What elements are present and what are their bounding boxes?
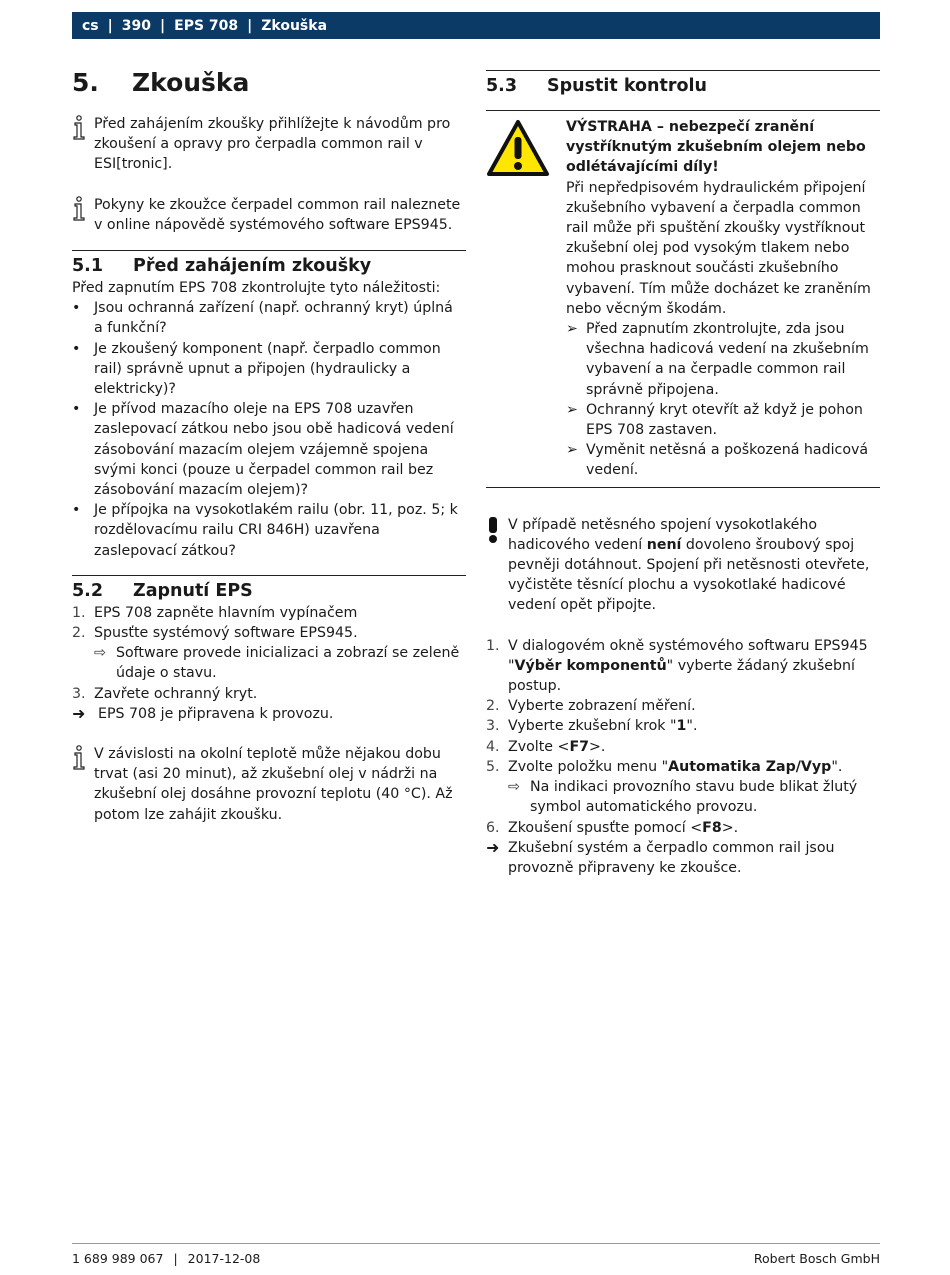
step-text-part: V dialogovém okně systémového softwaru EPS945 " xyxy=(508,637,868,674)
step-bold: Výběr komponentů xyxy=(514,657,667,674)
warning-step xyxy=(566,400,880,440)
step-number: 3. xyxy=(72,685,86,702)
step-bold: F8 xyxy=(702,819,722,836)
header-separator: | xyxy=(247,17,253,34)
attention-note xyxy=(486,515,880,616)
step-number: 4. xyxy=(486,738,500,755)
footer-doc-number: 1 689 989 067 xyxy=(72,1251,164,1266)
warning-body xyxy=(566,117,880,481)
info-note xyxy=(72,744,466,825)
step-number: 2. xyxy=(72,625,86,642)
step-number: 5. xyxy=(486,758,500,775)
step-bold: F7 xyxy=(569,738,590,755)
bullet-icon: • xyxy=(72,401,81,418)
section-title-5-2 xyxy=(72,579,466,603)
chapter-title xyxy=(72,66,466,100)
bullet-text: Je přípojka na vysokotlakém railu (obr. 11, poz. 5; k rozdělovacímu railu CRI 846H) uzavřena zaslepovací zátkou? xyxy=(94,502,458,559)
arrowhead-icon: ➢ xyxy=(566,321,578,338)
step-text-part: ". xyxy=(831,758,843,775)
section-number: 5.3 xyxy=(486,76,518,96)
section-title-5-1 xyxy=(72,254,466,278)
step-item xyxy=(72,603,466,623)
step-result-text: Na indikaci provozního stavu bude blikat žlutý symbol automatického provozu. xyxy=(530,779,858,816)
step-text xyxy=(508,737,605,757)
bullet-text: Jsou ochranná zařízení (např. ochranný kryt) úplná a funkční? xyxy=(94,300,453,337)
info-icon xyxy=(72,195,94,235)
warning-step-text: Vyměnit netěsná a poškozená hadicová vedení. xyxy=(586,442,869,479)
step-bold: 1 xyxy=(676,718,687,735)
step-text xyxy=(508,636,880,697)
step-text-part: Zvolte položku menu " xyxy=(508,758,669,775)
bullet-item xyxy=(72,339,466,400)
attention-text-part: V případě netěsného spojení vysokotlakého hadicového vedení xyxy=(508,516,817,553)
bullet-item xyxy=(72,298,466,338)
header-separator: | xyxy=(160,17,166,34)
info-icon xyxy=(72,744,94,825)
warning-step-text: Ochranný kryt otevřít až když je pohon EPS 708 zastaven. xyxy=(586,401,863,439)
bullet-item xyxy=(72,399,466,500)
footer-company: Robert Bosch GmbH xyxy=(753,1251,880,1266)
step-text-part: Zvolte < xyxy=(508,738,570,755)
header-product: EPS 708 xyxy=(174,17,239,34)
step-text: Vyberte zobrazení měření. xyxy=(508,698,696,715)
section-number: 5.2 xyxy=(72,580,104,601)
attention-text-part: dovoleno šroubový spoj pevněji dotáhnout. Spojení při netěsnosti otevřete, vyčistěte těsnící plochu a vysokotlaké hadicové vedení opět připojte. xyxy=(508,536,870,614)
warning-text: Při nepředpisovém hydraulickém připojení zkušebního vybavení a čerpadla common rail může při spuštění zkoušky vystříknout zkušební olej pod vysokým tlakem nebo mohou prasknout součásti zkušebního vybavení. Tím může docházet ke zraněním nebo věcným škodám. xyxy=(566,179,871,317)
warning-step xyxy=(566,319,880,400)
step-item xyxy=(486,716,880,736)
step-text-part: " vyberte žádaný zkušební postup. xyxy=(508,657,855,695)
step-item xyxy=(486,636,880,697)
right-column xyxy=(486,62,880,878)
step-result xyxy=(486,777,880,817)
step-item xyxy=(486,737,880,757)
step-text-part: >. xyxy=(721,819,739,836)
section-divider xyxy=(72,250,466,251)
step-number: 2. xyxy=(486,698,500,715)
step-text xyxy=(508,818,738,838)
arrowhead-icon: ➢ xyxy=(566,401,578,418)
warning-triangle-icon xyxy=(486,117,566,481)
final-arrow-icon: ➜ xyxy=(486,837,500,857)
section-title-text: Zapnutí EPS xyxy=(133,580,253,601)
section-number: 5.1 xyxy=(72,256,104,277)
step-text-part: ". xyxy=(686,718,698,735)
header-lang: cs xyxy=(82,17,99,34)
step-item xyxy=(72,684,466,704)
bullet-text: Je zkoušený komponent (např. čerpadlo common rail) správně upnut a připojen (hydraulicky a elektricky)? xyxy=(94,340,441,398)
left-column xyxy=(72,62,466,825)
step-result xyxy=(72,643,466,683)
step-item xyxy=(72,623,466,643)
warning-box xyxy=(486,111,880,487)
result-arrow-icon: ⇨ xyxy=(94,645,106,662)
arrowhead-icon: ➢ xyxy=(566,442,578,459)
step-text-part: >. xyxy=(589,738,606,755)
result-arrow-icon: ⇨ xyxy=(508,779,520,796)
exclamation-icon xyxy=(486,515,508,616)
footer-divider xyxy=(72,1243,880,1244)
step-text: Zavřete ochranný kryt. xyxy=(94,685,258,702)
final-result-text: EPS 708 je připravena k provozu. xyxy=(98,705,334,722)
bullet-icon: • xyxy=(72,340,81,357)
step-text xyxy=(508,757,842,777)
step-number: 1. xyxy=(72,604,86,621)
step-item xyxy=(486,757,880,777)
step-item xyxy=(486,696,880,716)
final-result xyxy=(486,838,880,878)
section-divider xyxy=(486,70,880,71)
bullet-text: Je přívod mazacího oleje na EPS 708 uzavřen zaslepovací zátkou nebo jsou obě hadicová vedení zásobování mazacím olejem vzájemně spojena svými konci (pouze u čerpadel common rail bez zásobování mazacím olejem)? xyxy=(94,401,454,499)
step-text: Spusťte systémový software EPS945. xyxy=(94,625,358,642)
bullet-icon: • xyxy=(72,300,81,317)
step-text: EPS 708 zapněte hlavním vypínačem xyxy=(94,604,358,621)
info-note xyxy=(72,114,466,175)
attention-bold: není xyxy=(646,536,682,553)
warning-step xyxy=(566,440,880,480)
warning-step-text: Před zapnutím zkontrolujte, zda jsou všechna hadicová vedení na zkušebním vybavení a na čerpadle common rail správně připojena. xyxy=(586,321,869,398)
step-number: 1. xyxy=(486,637,500,654)
final-result-text: Zkušební systém a čerpadlo common rail jsou provozně připraveny ke zkoušce. xyxy=(508,839,835,876)
warning-title: VÝSTRAHA – nebezpečí zranění vystříknutým zkušebním olejem nebo odlétávajícími díly! xyxy=(566,119,866,176)
section-title-text: Před zahájením zkoušky xyxy=(133,256,372,277)
header-separator: | xyxy=(107,17,113,34)
step-bold: Automatika Zap/Vyp xyxy=(668,758,832,775)
footer-left xyxy=(72,1251,260,1267)
step-result-text: Software provede inicializaci a zobrazí se zeleně údaje o stavu. xyxy=(116,645,460,682)
step-text-part: Vyberte zkušební krok " xyxy=(508,718,677,735)
final-result xyxy=(72,704,466,724)
page-header xyxy=(72,12,880,39)
info-note-text: V závislosti na okolní teplotě může nějakou dobu trvat (asi 20 minut), až zkušební olej v nádrži na zkušební olej dosáhne provozní teplotu (40 °C). Až potom lze zahájit zkoušku. xyxy=(94,746,453,823)
step-text xyxy=(508,716,697,736)
info-note-text: Pokyny ke zkoužce čerpadel common rail naleznete v online nápovědě systémového software EPS945. xyxy=(94,196,461,233)
section-intro: Před zapnutím EPS 708 zkontrolujte tyto náležitosti: xyxy=(72,280,441,297)
info-icon xyxy=(72,114,94,175)
bullet-icon: • xyxy=(72,502,81,519)
footer-date: 2017-12-08 xyxy=(187,1251,261,1266)
final-arrow-icon: ➜ xyxy=(72,703,86,723)
step-number: 6. xyxy=(486,819,500,836)
section-title-text: Spustit kontrolu xyxy=(547,76,707,96)
step-item xyxy=(486,818,880,838)
info-note-text: Před zahájením zkoušky přihlížejte k návodům pro zkoušení a opravy pro čerpadla common rail v ESI[tronic]. xyxy=(94,116,451,173)
step-text-part: Zkoušení spusťte pomocí < xyxy=(508,819,703,836)
step-number: 3. xyxy=(486,718,500,735)
header-page-number: 390 xyxy=(121,17,151,34)
section-title-5-3 xyxy=(486,74,880,98)
section-divider xyxy=(72,575,466,576)
chapter-number: 5. xyxy=(72,68,99,97)
page-footer xyxy=(72,1251,880,1267)
footer-separator: | xyxy=(173,1251,178,1266)
attention-text xyxy=(508,515,880,616)
header-section: Zkouška xyxy=(261,17,328,34)
info-note xyxy=(72,195,466,235)
chapter-title-text: Zkouška xyxy=(132,68,250,97)
bullet-item xyxy=(72,500,466,561)
